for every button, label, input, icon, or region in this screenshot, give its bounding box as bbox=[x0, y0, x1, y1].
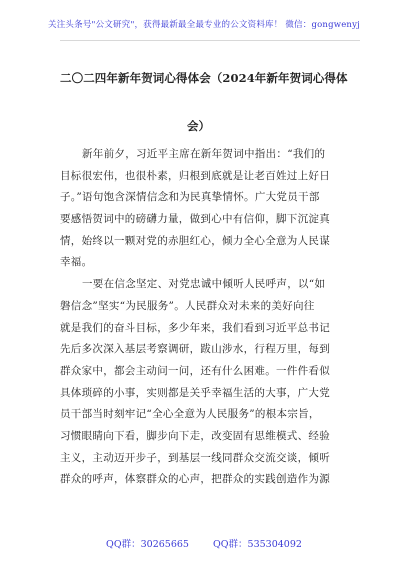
text-line: 主义，主动迈开步子，到基层一线同群众交流交谈，倾听 bbox=[60, 451, 330, 464]
text-line: 先后多次深入基层考察调研，跋山涉水，行程万里，每到 bbox=[60, 343, 330, 356]
footer-qq-group-1: QQ群：30265665 bbox=[106, 539, 189, 550]
text-line: 目标很宏伟，也很朴素，归根到底就是让老百姓过上好日 bbox=[60, 169, 330, 182]
header-banner: 关注头条号"公文研究"，获得最新最全最专业的公文资料库！ 微信：gongwenyj bbox=[48, 20, 360, 30]
paragraph-2 bbox=[60, 274, 356, 491]
text-line: 要感悟贺词中的磅礴力量，做到心中有信仰，脚下沉淀真 bbox=[60, 213, 330, 226]
text-line: 群众的呼声，体察群众的心声，把群众的实践创造作为源 bbox=[60, 473, 330, 486]
text-line: 幸福。 bbox=[60, 256, 93, 269]
document-body bbox=[60, 144, 356, 491]
text-line: 群众家中，都会主动问一问，还有什么困难。一件件看似 bbox=[60, 364, 330, 377]
document-title: 二〇二四年新年贺词心得体会（2024年新年贺词心得体 bbox=[60, 71, 348, 85]
text-line: 新年前夕，习近平主席在新年贺词中指出：“我们的 bbox=[82, 148, 326, 160]
text-line: 一要在信念坚定、对党忠诚中倾听人民呼声，以“如 bbox=[82, 278, 326, 291]
paragraph-1 bbox=[60, 144, 356, 274]
text-line: 员干部当时刻牢记“全心全意为人民服务”的根本宗旨， bbox=[60, 408, 320, 421]
text-line: 子。”语句饱含深情信念和为民真挚情怀。广大党员干部 bbox=[60, 191, 320, 204]
text-line: 具体琐碎的小事，实则都是关乎幸福生活的大事，广大党 bbox=[60, 386, 330, 399]
footer bbox=[0, 536, 408, 550]
document-title-continuation: 会） bbox=[187, 119, 210, 133]
text-line: 磐信念”坚实“为民服务”。人民群众对未来的美好向往 bbox=[60, 299, 315, 312]
header-divider bbox=[60, 40, 360, 41]
text-line: 情，始终以一颗对党的赤胆红心，倾力全心全意为人民谋 bbox=[60, 234, 330, 247]
text-line: 就是我们的奋斗目标，多少年来，我们看到习近平总书记 bbox=[60, 321, 330, 334]
footer-qq-group-2: QQ群：535304092 bbox=[212, 539, 302, 550]
text-line: 习惯眼睛向下看，脚步向下走，改变固有思维模式、经验 bbox=[60, 429, 330, 442]
